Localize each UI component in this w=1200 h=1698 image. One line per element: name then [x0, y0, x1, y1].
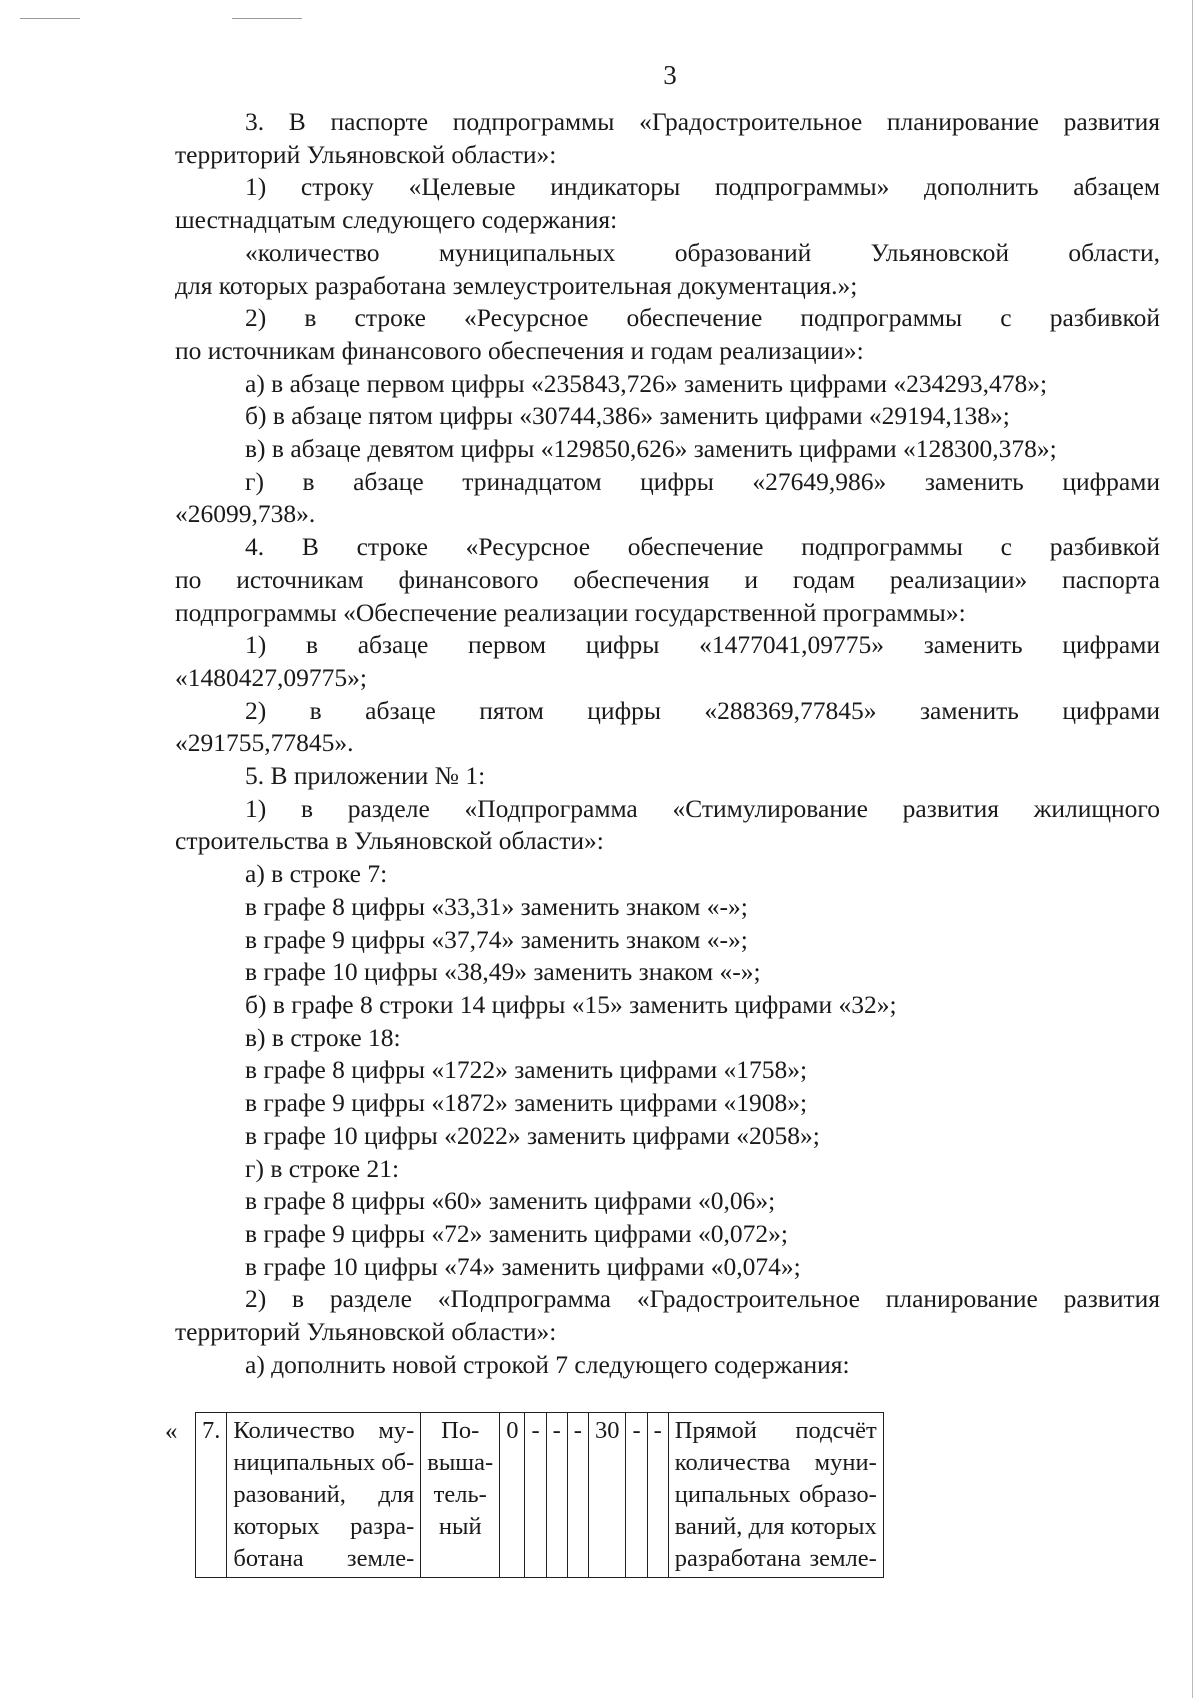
- value-cell: -: [525, 1413, 546, 1578]
- text-line: в графе 10 цифры «74» заменить цифрами «0,074»;: [245, 1251, 801, 1281]
- text-line: в графе 9 цифры «1872» заменить цифрами «1908»;: [245, 1088, 808, 1118]
- text-line: шестнадцатым следующего содержания:: [175, 205, 618, 235]
- text-line: а) в строке 7:: [245, 859, 388, 889]
- text-line: по источникам финансового обеспечения и годам реализации»:: [175, 335, 864, 365]
- indicator-type-cell: [421, 1413, 500, 1578]
- cell-line: количества муни-: [674, 1449, 877, 1476]
- text-line: 3. В паспорте подпрограммы «Градостроительное планирование развития: [245, 107, 1160, 136]
- text-line: а) в абзаце первом цифры «235843,726» заменить цифрами «234293,478»;: [245, 368, 1048, 398]
- page-number: 3: [663, 60, 677, 90]
- text-line: в графе 8 цифры «60» заменить цифрами «0,06»;: [245, 1186, 776, 1216]
- cell-line: выша-: [427, 1449, 494, 1476]
- document-body: [175, 106, 1160, 1381]
- cell-line: тель-: [433, 1481, 487, 1508]
- open-quote: «: [165, 1418, 178, 1445]
- text-line: г) в строке 21:: [245, 1153, 400, 1183]
- scan-edge-top: [20, 18, 80, 19]
- text-line: «291755,77845».: [175, 728, 354, 758]
- table-row: [196, 1413, 884, 1578]
- text-line: 5. В приложении № 1:: [245, 761, 486, 791]
- text-line: по источникам финансового обеспечения и годам реализации» паспорта: [175, 564, 1160, 594]
- text-line: «26099,738».: [175, 499, 316, 529]
- value-cell: 0: [500, 1413, 525, 1578]
- text-line: 1) в абзаце первом цифры «1477041,09775» заменить цифрами: [245, 630, 1160, 660]
- text-line: 4. В строке «Ресурсное обеспечение подпрограммы с разбивкой: [245, 532, 1160, 562]
- text-line: подпрограммы «Обеспечение реализации государственной программы»:: [175, 597, 966, 627]
- cell-line: ботана земле-: [233, 1545, 415, 1572]
- text-line: территорий Ульяновской области»:: [175, 1317, 557, 1347]
- text-line: в графе 9 цифры «37,74» заменить знаком «-»;: [245, 924, 748, 954]
- indicator-name-cell: [227, 1413, 421, 1578]
- text-line: г) в абзаце тринадцатом цифры «27649,986» заменить цифрами: [245, 466, 1160, 496]
- text-line: в графе 10 цифры «38,49» заменить знаком «-»;: [245, 957, 761, 987]
- text-line: в) в строке 18:: [245, 1022, 401, 1052]
- indicator-table: [195, 1412, 884, 1578]
- text-line: 2) в абзаце пятом цифры «288369,77845» заменить цифрами: [245, 695, 1160, 725]
- text-line: б) в графе 8 строки 14 цифры «15» заменить цифрами «32»;: [245, 989, 897, 1019]
- cell-line: которых разра-: [233, 1513, 415, 1540]
- scan-edge-top: [232, 18, 302, 19]
- text-line: 1) строку «Целевые индикаторы подпрограммы» дополнить абзацем: [245, 172, 1160, 202]
- cell-line: разработана земле-: [674, 1545, 877, 1572]
- text-line: территорий Ульяновской области»:: [175, 139, 557, 169]
- text-line: в графе 10 цифры «2022» заменить цифрами «2058»;: [245, 1120, 820, 1150]
- text-line: для которых разработана землеустроительная документация.»;: [175, 270, 858, 300]
- cell-line: разований, для: [233, 1481, 415, 1508]
- scan-edge-right: [1192, 0, 1193, 1698]
- text-line: строительства в Ульяновской области»:: [175, 826, 604, 856]
- cell-line: По-: [441, 1417, 480, 1444]
- text-line: 1) в разделе «Подпрограмма «Стимулирование развития жилищного: [245, 793, 1160, 823]
- text-line: а) дополнить новой строкой 7 следующего содержания:: [245, 1349, 850, 1379]
- method-cell: [668, 1413, 883, 1578]
- value-cell: -: [626, 1413, 647, 1578]
- cell-line: ципальных образо-: [674, 1481, 877, 1508]
- text-line: в графе 9 цифры «72» заменить цифрами «0,072»;: [245, 1218, 789, 1248]
- text-line: 2) в разделе «Подпрограмма «Градостроительное планирование развития: [245, 1284, 1160, 1314]
- text-line: б) в абзаце пятом цифры «30744,386» заменить цифрами «29194,138»;: [245, 401, 1010, 431]
- text-line: в графе 8 цифры «33,31» заменить знаком «-»;: [245, 891, 748, 921]
- cell-line: ваний, для которых: [674, 1513, 877, 1540]
- value-cell: 30: [588, 1413, 626, 1578]
- cell-line: Количество му-: [233, 1417, 415, 1444]
- text-line: 2) в строке «Ресурсное обеспечение подпрограммы с разбивкой: [245, 303, 1160, 333]
- text-line: в) в абзаце девятом цифры «129850,626» заменить цифрами «128300,378»;: [245, 434, 1057, 464]
- text-line: «количество муниципальных образований Ульяновской области,: [245, 237, 1160, 267]
- value-cell: -: [647, 1413, 668, 1578]
- value-cell: -: [546, 1413, 567, 1578]
- text-line: «1480427,09775»;: [175, 662, 367, 692]
- value-cell: -: [567, 1413, 588, 1578]
- cell-line: Прямой подсчёт: [674, 1417, 877, 1444]
- text-line: в графе 8 цифры «1722» заменить цифрами «1758»;: [245, 1055, 808, 1085]
- cell-line: ный: [438, 1513, 482, 1540]
- row-number-cell: 7.: [196, 1413, 227, 1578]
- cell-line: ниципальных об-: [233, 1449, 415, 1476]
